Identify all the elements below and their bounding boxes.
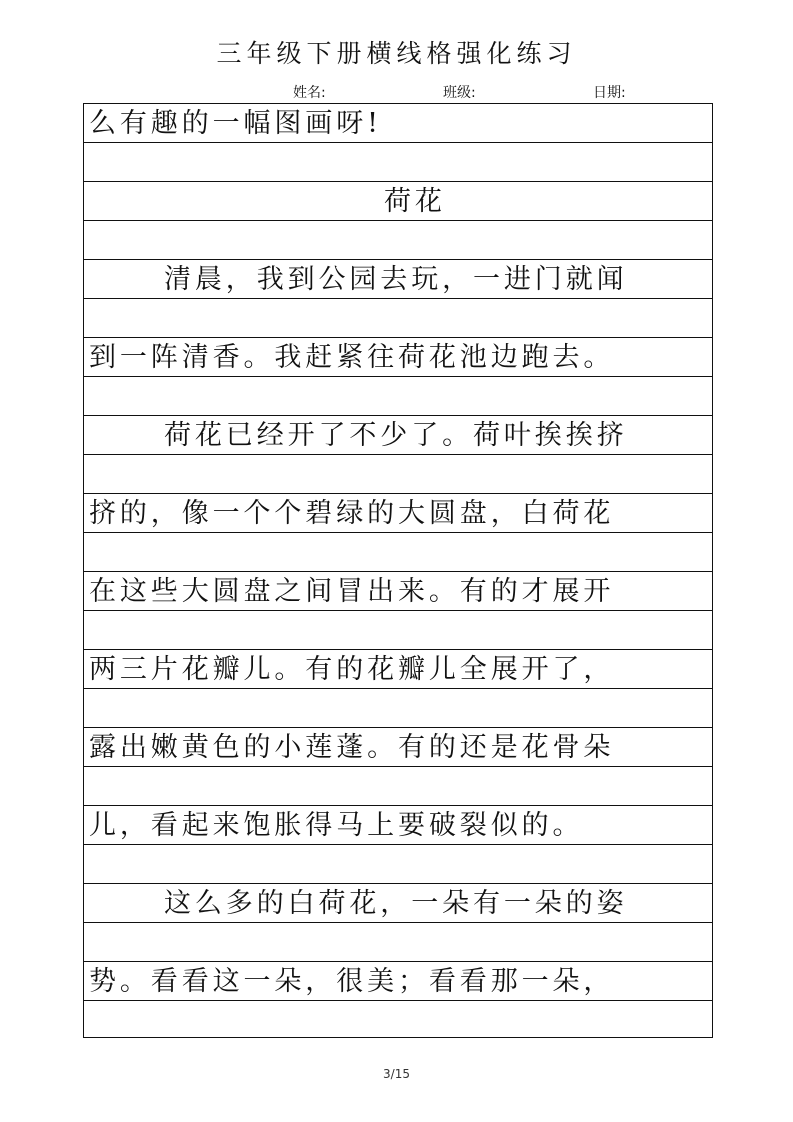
- text-line: 挤的，像一个个碧绿的大圆盘，白荷花: [89, 498, 615, 529]
- essay-title: 荷花: [384, 186, 446, 217]
- ruled-line: [84, 1000, 712, 1001]
- ruled-line: [84, 298, 712, 299]
- worksheet-title: 三年级下册横线格强化练习: [216, 39, 577, 68]
- ruled-line: [84, 766, 712, 767]
- text-line: 在这些大圆盘之间冒出来。有的才展开: [89, 576, 615, 607]
- ruled-line: [84, 337, 712, 338]
- ruled-line: [84, 571, 712, 572]
- ruled-line: [84, 805, 712, 806]
- ruled-line: [84, 883, 712, 884]
- page-number: 3/15: [383, 1067, 410, 1081]
- ruled-line: [84, 181, 712, 182]
- ruled-line: [84, 493, 712, 494]
- name-label: 姓名:: [293, 85, 326, 101]
- text-line: 荷花已经开了不少了。荷叶挨挨挤: [164, 420, 628, 451]
- text-line: 儿，看起来饱胀得马上要破裂似的。: [89, 810, 584, 841]
- ruled-line: [84, 922, 712, 923]
- ruled-line: [84, 532, 712, 533]
- text-line: 露出嫩黄色的小莲蓬。有的还是花骨朵: [89, 732, 615, 763]
- ruled-line: [84, 844, 712, 845]
- ruled-line: [84, 259, 712, 260]
- ruled-line: [84, 961, 712, 962]
- text-line: 么有趣的一幅图画呀!: [89, 108, 382, 139]
- text-line: 清晨，我到公园去玩，一进门就闻: [164, 264, 628, 295]
- ruled-line: [84, 454, 712, 455]
- ruled-line: [84, 220, 712, 221]
- ruled-line: [84, 610, 712, 611]
- text-line: 到一阵清香。我赶紧往荷花池边跑去。: [89, 342, 615, 373]
- text-line: 两三片花瓣儿。有的花瓣儿全展开了，: [89, 654, 615, 685]
- ruled-line: [84, 376, 712, 377]
- date-label: 日期:: [593, 85, 626, 101]
- ruled-line: [84, 142, 712, 143]
- text-line: 势。看看这一朵，很美；看看那一朵，: [89, 966, 615, 997]
- ruled-line: [84, 727, 712, 728]
- text-line: 这么多的白荷花，一朵有一朵的姿: [164, 888, 628, 919]
- ruled-line: [84, 649, 712, 650]
- writing-sheet: [83, 103, 713, 1038]
- ruled-line: [84, 415, 712, 416]
- ruled-line: [84, 688, 712, 689]
- class-label: 班级:: [443, 85, 476, 101]
